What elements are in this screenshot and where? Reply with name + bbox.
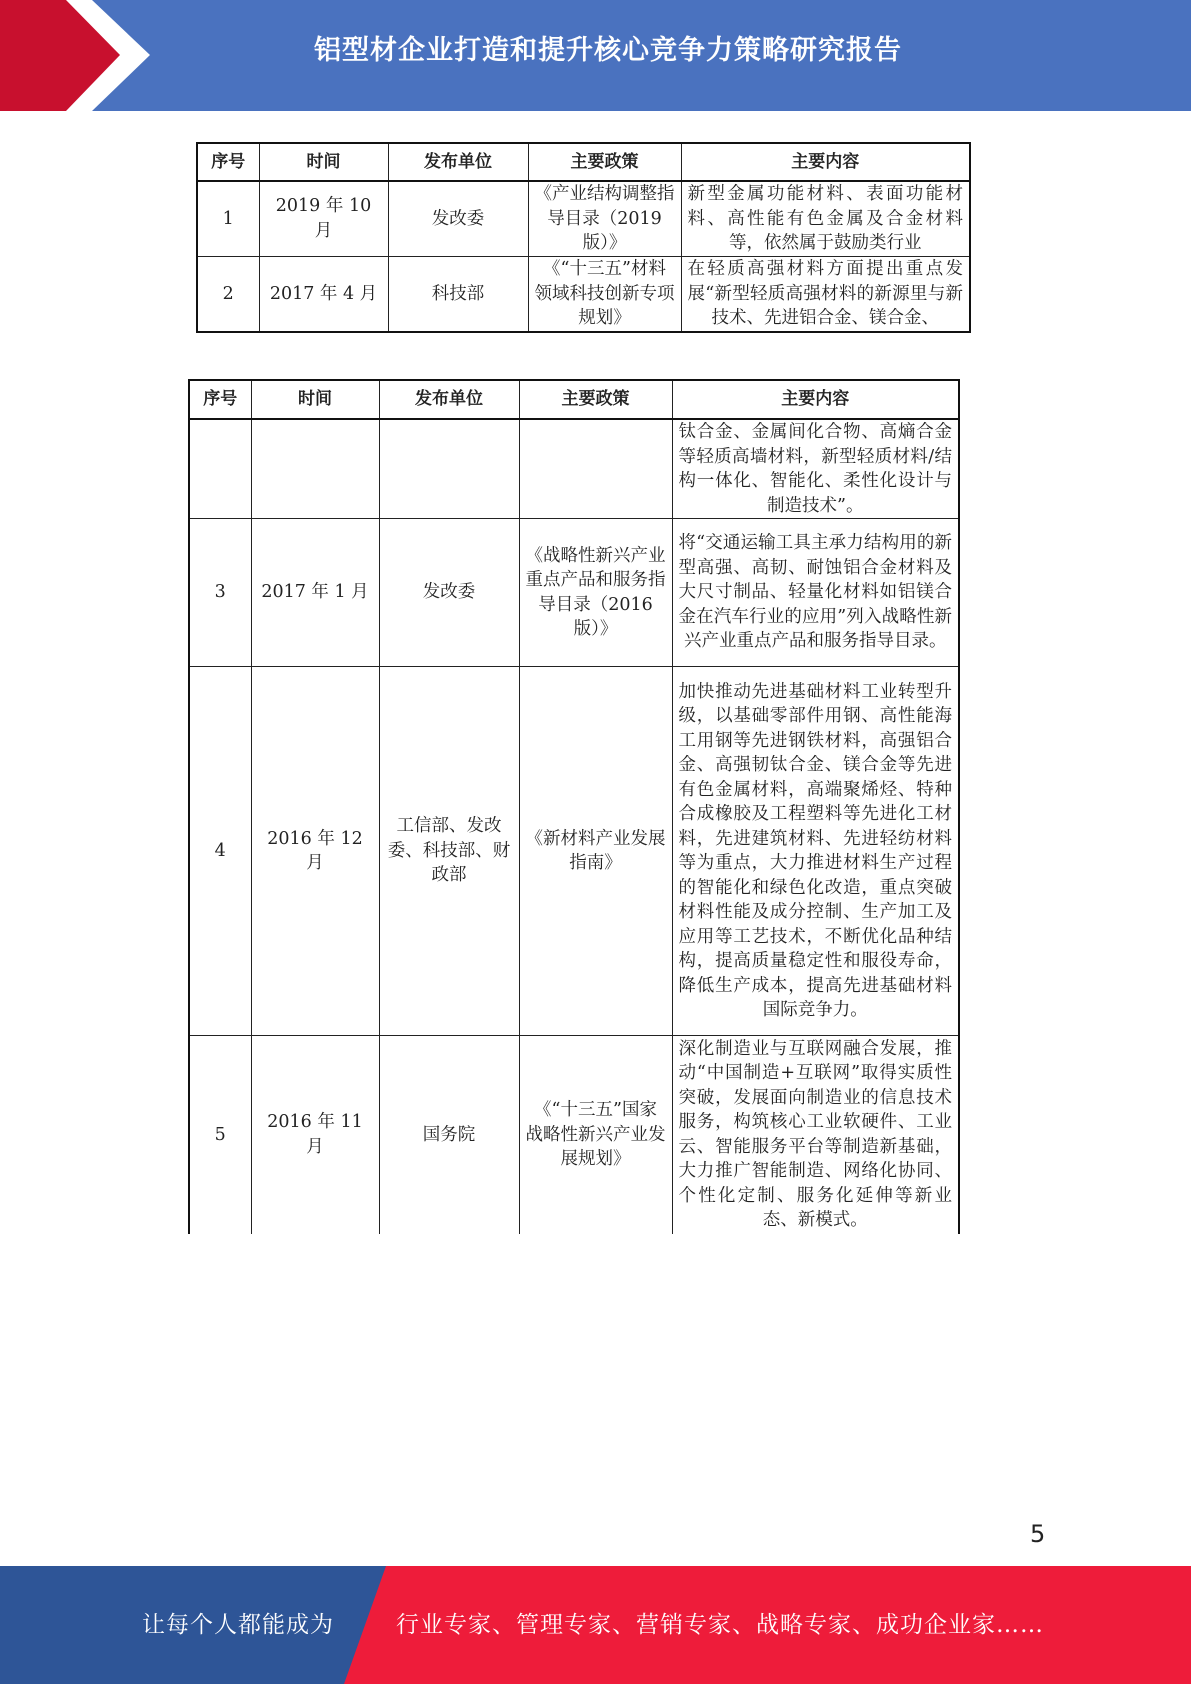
table-row (197, 181, 970, 256)
cell-content: 加快推动先进基础材料工业转型升级，以基础零部件用钢、高性能海工用钢等先进钢铁材料，高强铝合金、高强韧钛合金、镁合金等先进有色金属材料，高端聚烯烃、特种合成橡胶及工程塑料等先进化工材料，先进建筑材料、先进轻纺材料等为重点，大力推进材料生产过程的智能化和绿色化改造，重点突破材料性能及成分控制、生产加工及应用等工艺技术，不断优化品种结构，提高质量稳定性和服役寿命，降低生产成本，提高先进基础材料国际竞争力。 (672, 667, 959, 1036)
cell-time (251, 419, 379, 519)
cell-policy: 《战略性新兴产业重点产品和服务指导目录（2016 版）》 (519, 519, 672, 667)
header-content: 主要内容 (681, 143, 970, 181)
cell-time: 2016 年 11 月 (251, 1036, 379, 1234)
header-time: 时间 (251, 380, 379, 419)
cell-content: 新型金属功能材料、表面功能材料、高性能有色金属及合金材料等，依然属于鼓励类行业 (681, 181, 970, 256)
policy-table-top (196, 142, 971, 333)
page-number: 5 (1030, 1520, 1046, 1548)
cell-no (189, 419, 251, 519)
cell-policy: 《“十三五”材料领域科技创新专项规划》 (528, 256, 681, 332)
header-unit: 发布单位 (388, 143, 528, 181)
cell-unit (379, 419, 519, 519)
cell-unit: 国务院 (379, 1036, 519, 1234)
cell-no: 4 (189, 667, 251, 1036)
cell-content: 钛合金、金属间化合物、高熵合金等轻质高墙材料，新型轻质材料/结构一体化、智能化、柔性化设计与制造技术”。 (672, 419, 959, 519)
header-policy: 主要政策 (519, 380, 672, 419)
table-row (189, 519, 959, 667)
header-unit: 发布单位 (379, 380, 519, 419)
cell-policy: 《产业结构调整指导目录（2019 版）》 (528, 181, 681, 256)
header-no: 序号 (197, 143, 259, 181)
page-header (0, 0, 1191, 111)
cell-time: 2016 年 12 月 (251, 667, 379, 1036)
table-row (189, 419, 959, 519)
cell-time: 2019 年 10 月 (259, 181, 388, 256)
table-row (189, 1036, 959, 1234)
cell-no: 3 (189, 519, 251, 667)
header-policy: 主要政策 (528, 143, 681, 181)
header-content: 主要内容 (672, 380, 959, 419)
cell-unit: 发改委 (379, 519, 519, 667)
table-header-row (189, 380, 959, 419)
table-row (197, 256, 970, 332)
header-no: 序号 (189, 380, 251, 419)
cell-unit: 科技部 (388, 256, 528, 332)
cell-no: 1 (197, 181, 259, 256)
cell-no: 2 (197, 256, 259, 332)
table-row (189, 667, 959, 1036)
header-time: 时间 (259, 143, 388, 181)
page-footer (0, 1566, 1191, 1684)
table-header-row (197, 143, 970, 181)
report-title: 铝型材企业打造和提升核心竞争力策略研究报告 (314, 35, 902, 66)
cell-unit: 发改委 (388, 181, 528, 256)
cell-policy: 《“十三五”国家战略性新兴产业发展规划》 (519, 1036, 672, 1234)
cell-policy (519, 419, 672, 519)
cell-policy: 《新材料产业发展指南》 (519, 667, 672, 1036)
footer-slogan-right: 行业专家、管理专家、营销专家、战略专家、成功企业家…… (396, 1612, 1044, 1638)
cell-unit: 工信部、发改委、科技部、财政部 (379, 667, 519, 1036)
cell-content: 深化制造业与互联网融合发展，推动“中国制造+互联网”取得实质性突破，发展面向制造业的信息技术服务，构筑核心工业软硬件、工业云、智能服务平台等制造新基础，大力推广智能制造、网络化协同、个性化定制、服务化延伸等新业态、新模式。 (672, 1036, 959, 1234)
cell-no: 5 (189, 1036, 251, 1234)
policy-table-continued (188, 379, 960, 1234)
footer-slogan-left: 让每个人都能成为 (142, 1612, 334, 1638)
cell-content: 将“交通运输工具主承力结构用的新型高强、高韧、耐蚀铝合金材料及大尺寸制品、轻量化材料如铝镁合金在汽车行业的应用”列入战略性新兴产业重点产品和服务指导目录。 (672, 519, 959, 667)
cell-content: 在轻质高强材料方面提出重点发展“新型轻质高强材料的新源里与新技术、先进铝合金、镁合金、 (681, 256, 970, 332)
cell-time: 2017 年 1 月 (251, 519, 379, 667)
cell-time: 2017 年 4 月 (259, 256, 388, 332)
